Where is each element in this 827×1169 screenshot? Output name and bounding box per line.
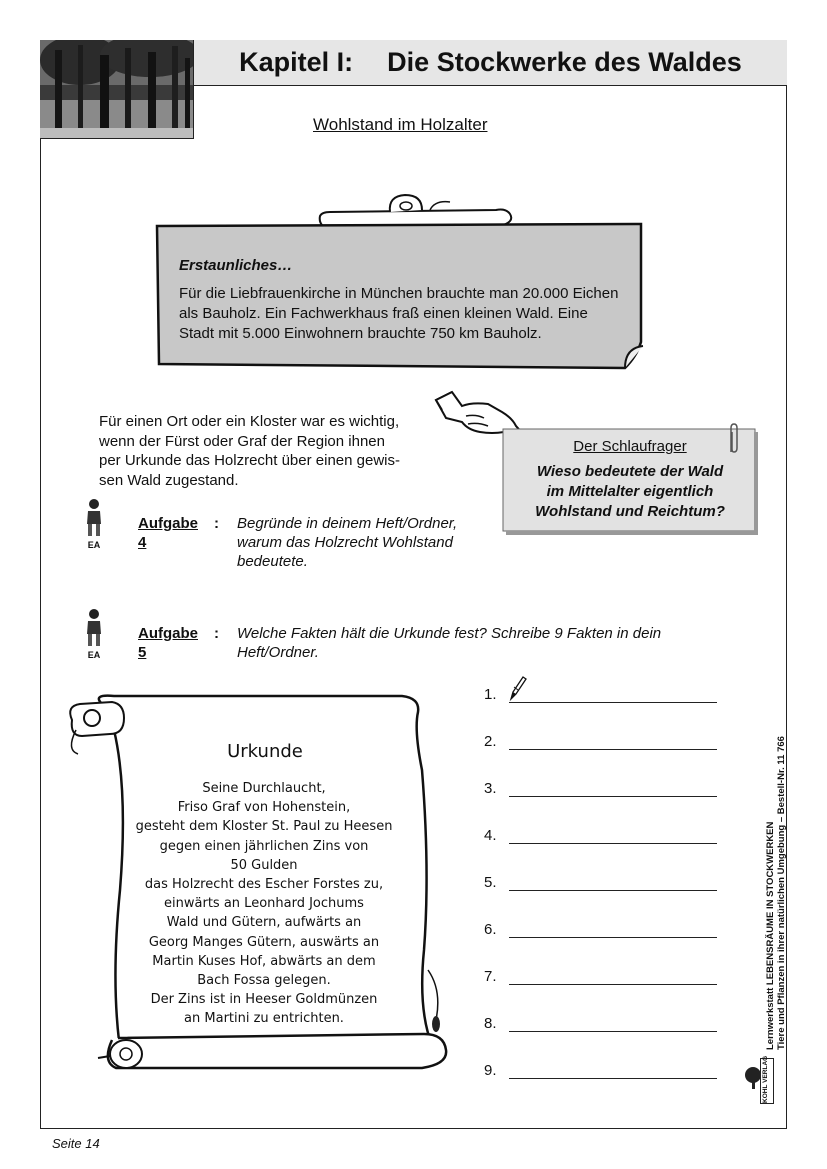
page-number: Seite 14 bbox=[52, 1136, 100, 1151]
answer-rule[interactable] bbox=[509, 890, 717, 891]
intro-paragraph bbox=[99, 412, 429, 490]
intro-line: per Urkunde das Holzrecht über einen gewis- bbox=[99, 452, 400, 469]
task-line: Begründe in deinem Heft/Ordner, bbox=[237, 515, 458, 532]
answer-rule[interactable] bbox=[509, 843, 717, 844]
publisher-name: KOHL VERLAG bbox=[762, 1055, 769, 1103]
task-5-label: Aufgabe 5 bbox=[138, 625, 198, 661]
urkunde-line: Martin Kuses Hof, abwärts an dem bbox=[152, 953, 376, 969]
intro-line: sen Wald zugestand. bbox=[99, 471, 239, 489]
answer-number: 1. bbox=[484, 686, 497, 703]
answer-rule[interactable] bbox=[509, 796, 717, 797]
answer-rule[interactable] bbox=[509, 1031, 717, 1032]
answer-number: 9. bbox=[484, 1062, 497, 1079]
urkunde-line: an Martini zu entrichten. bbox=[184, 1011, 344, 1027]
info-heading: Erstaunliches… bbox=[179, 257, 293, 274]
student-icon bbox=[83, 498, 105, 538]
answer-line-6[interactable] bbox=[480, 919, 720, 939]
answer-number: 4. bbox=[484, 827, 497, 844]
sidebar-line-1: Lernwerkstatt LEBENSRÄUME IN STOCKWERKEN bbox=[765, 821, 776, 1050]
chapter-title-bar bbox=[194, 40, 787, 86]
answer-line-9[interactable] bbox=[480, 1060, 720, 1080]
chapter-label: Kapitel I: bbox=[239, 47, 354, 77]
info-line: als Bauholz. Ein Fachwerkhaus fraß einen kleinen Wald. Eine bbox=[179, 305, 588, 322]
student-icon bbox=[83, 608, 105, 648]
answer-line-4[interactable] bbox=[480, 825, 720, 845]
question-line: Wohlstand und Reichtum? bbox=[535, 503, 725, 520]
task-line: Heft/Ordner. bbox=[237, 644, 319, 661]
urkunde-line: Bach Fossa gelegen. bbox=[197, 973, 331, 989]
intro-line: wenn der Fürst oder Graf der Region ihnen bbox=[99, 432, 385, 450]
answer-rule[interactable] bbox=[509, 1078, 717, 1079]
answer-number: 8. bbox=[484, 1015, 497, 1032]
task-line: Welche Fakten hält die Urkunde fest? Schreibe 9 Fakten in dein bbox=[237, 625, 662, 642]
answer-line-8[interactable] bbox=[480, 1013, 720, 1033]
answer-line-2[interactable] bbox=[480, 731, 720, 751]
answer-line-3[interactable] bbox=[480, 778, 720, 798]
info-line: Stadt mit 5.000 Einwohnern brauchte 750 km Bauholz. bbox=[179, 325, 542, 342]
answer-number: 5. bbox=[484, 874, 497, 891]
tree-logo-icon bbox=[742, 1066, 764, 1090]
ea-badge: EA bbox=[87, 540, 101, 550]
answer-rule[interactable] bbox=[509, 984, 717, 985]
info-board-text bbox=[179, 256, 649, 344]
chapter-title: Die Stockwerke des Waldes bbox=[387, 47, 742, 77]
question-line: im Mittelalter eigentlich bbox=[546, 483, 714, 500]
urkunde-line: Georg Manges Gütern, auswärts an bbox=[148, 934, 380, 950]
sidebar-line-2: Tiere und Pflanzen in ihrer natürlichen Umgebung – Bestell-Nr. 11 766 bbox=[776, 736, 787, 1050]
task-4-colon: : bbox=[214, 515, 219, 532]
urkunde-line: 50 Gulden bbox=[230, 857, 298, 873]
intro-line: Für einen Ort oder ein Kloster war es wichtig, bbox=[99, 413, 400, 430]
task-5-colon: : bbox=[214, 625, 219, 642]
urkunde-line: Seine Durchlaucht, bbox=[202, 781, 326, 796]
info-line: Für die Liebfrauenkirche in München brauchte man 20.000 Eichen bbox=[179, 285, 619, 302]
answer-number: 7. bbox=[484, 968, 497, 985]
task-4-label: Aufgabe 4 bbox=[138, 515, 198, 551]
answer-line-7[interactable] bbox=[480, 966, 720, 986]
urkunde-line: das Holzrecht des Escher Forstes zu, bbox=[144, 877, 384, 893]
forest-photo bbox=[40, 40, 194, 139]
task-5-text bbox=[237, 624, 707, 662]
section-subtitle: Wohlstand im Holzalter bbox=[313, 115, 488, 134]
answer-number: 6. bbox=[484, 921, 497, 938]
task-line: warum das Holzrecht Wohlstand bbox=[237, 534, 453, 551]
answer-line-5[interactable] bbox=[480, 872, 720, 892]
answer-rule[interactable] bbox=[509, 749, 717, 750]
answer-rule[interactable] bbox=[509, 702, 717, 703]
answer-number: 2. bbox=[484, 733, 497, 750]
pencil-icon bbox=[508, 674, 528, 702]
urkunde-line: Friso Graf von Hohenstein, bbox=[177, 800, 351, 816]
paperclip-icon bbox=[727, 422, 741, 456]
schlaufrager-card bbox=[502, 428, 758, 534]
ea-badge: EA bbox=[87, 650, 101, 660]
task-4-text bbox=[237, 514, 497, 571]
schlaufrager-heading: Der Schlaufrager bbox=[573, 438, 687, 455]
urkunde-text bbox=[108, 779, 420, 1029]
urkunde-line: Wald und Gütern, aufwärts an bbox=[166, 915, 362, 931]
urkunde-line: gesteht dem Kloster St. Paul zu Heesen bbox=[135, 819, 393, 835]
urkunde-line: einwärts an Leonhard Jochums bbox=[164, 896, 364, 912]
schlaufrager-question bbox=[502, 462, 758, 522]
publisher-sidebar bbox=[765, 736, 787, 1050]
urkunde-line: gegen einen jährlichen Zins von bbox=[159, 838, 369, 854]
answer-number: 3. bbox=[484, 780, 497, 797]
urkunde-title: Urkunde bbox=[227, 741, 303, 762]
answer-rule[interactable] bbox=[509, 937, 717, 938]
question-line: Wieso bedeutete der Wald bbox=[536, 463, 724, 480]
task-line: bedeutete. bbox=[237, 553, 308, 570]
urkunde-line: Der Zins ist in Heeser Goldmünzen bbox=[150, 992, 378, 1008]
